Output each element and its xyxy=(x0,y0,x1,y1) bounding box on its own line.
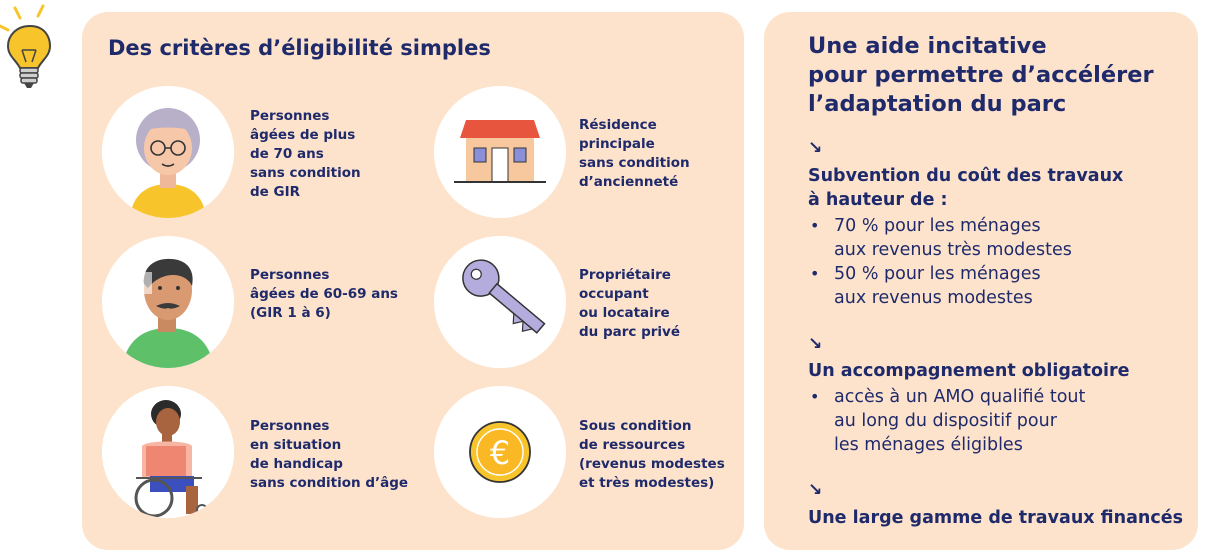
list-item: • 50 % pour les ménages aux revenus modestes xyxy=(810,264,1041,308)
elderly-woman-icon xyxy=(102,86,234,218)
section-works-heading: Une large gamme de travaux financés xyxy=(808,508,1184,528)
list-item: • 70 % pour les ménages aux revenus très modestes xyxy=(810,216,1072,260)
criterion-owner-tenant: Propriétaire occupant ou locataire du parc privé xyxy=(579,267,681,340)
eligibility-title: Des critères d’éligibilité simples xyxy=(108,36,491,60)
criterion-age-70: Personnes âgées de plus de 70 ans sans condition de GIR xyxy=(250,108,361,200)
euro-coin-icon xyxy=(434,386,566,518)
incentive-card xyxy=(764,12,1198,550)
subsidy-bullet-list xyxy=(808,214,1178,310)
house-icon xyxy=(434,86,566,218)
key-icon xyxy=(434,236,566,368)
incentive-title: Une aide incitative pour permettre d’accélérer l’adaptation du parc xyxy=(808,33,1154,117)
light-bulb-icon xyxy=(0,0,70,100)
support-bullet-list xyxy=(808,385,1178,457)
arrow-down-right-icon: ↘ xyxy=(808,480,823,500)
criterion-disability: Personnes en situation de handicap sans condition d’âge xyxy=(250,418,409,491)
criterion-income: Sous condition de ressources (revenus modestes et très modestes) xyxy=(579,418,725,491)
arrow-down-right-icon: ↘ xyxy=(808,138,823,158)
arrow-down-right-icon: ↘ xyxy=(808,334,823,354)
wheelchair-person-icon xyxy=(102,386,234,518)
eligibility-card xyxy=(82,12,744,550)
criterion-age-60-69: Personnes âgées de 60-69 ans (GIR 1 à 6) xyxy=(250,267,398,321)
list-item: • accès à un AMO qualifié tout au long du dispositif pour les ménages éligibles xyxy=(810,387,1086,455)
criterion-main-residence: Résidence principale sans condition d’ancienneté xyxy=(579,117,690,190)
senior-man-icon xyxy=(102,236,234,368)
svg-text:€: € xyxy=(489,434,511,472)
section-subsidy-heading: Subvention du coût des travaux à hauteur de : xyxy=(808,166,1124,210)
section-support-heading: Un accompagnement obligatoire xyxy=(808,361,1130,381)
